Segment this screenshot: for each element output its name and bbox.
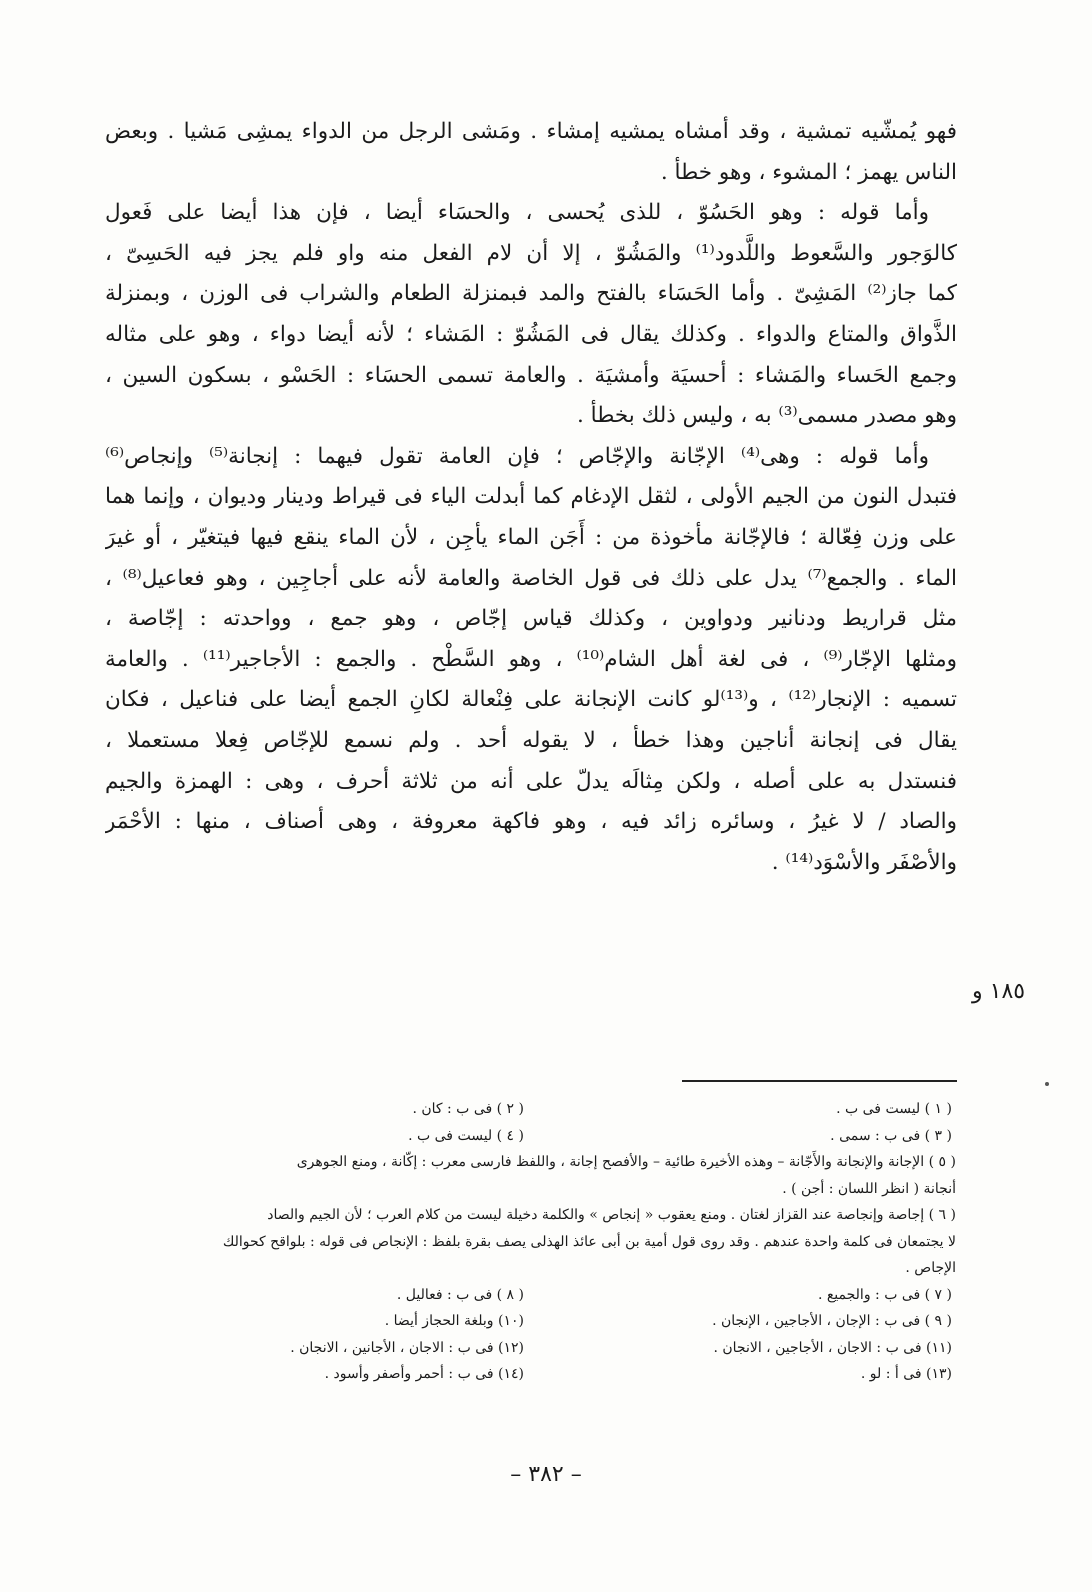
- manuscript-folio-marker: ١٨٥ و: [972, 979, 1026, 1004]
- text-line: وأما قوله : وهو الحَسُوّ ، للذى يُحسى ، والحسَاء أيضا ، فإن هذا أيضا على فَعول: [105, 200, 929, 226]
- text-line: الناس يهمز ؛ المشوء ، وهو خطأ .: [660, 159, 957, 185]
- footnote-continuation: الإجاص .: [905, 1260, 956, 1276]
- text-line: على وزن فِعّالة ؛ فالإجّانة مأخوذة من : أَجَن الماء يأجِن ، لأن الماء ينقع فيها فيتغيّر ، أو غيرَ: [105, 524, 957, 550]
- text-line: وجمع الحَساء والمَشاء : أحسيَة وأمشيَة . والعامة تسمى الحسَاء : الحَسْو ، بسكون السين ،: [105, 362, 957, 388]
- text-line: فتبدل النون من الجيم الأولى ، لثقل الإدغام كما أبدلت الياء فى قيراط ودينار وديوان ، وإنما هما: [105, 484, 957, 510]
- footnote-continuation: أنجانة ( انظر اللسان : أجن ) .: [782, 1180, 956, 1197]
- text-line: وأما قوله : وهى⁽⁴⁾ الإجّانة والإجّاص ؛ فإن العامة تقول فيهما : إنجانة⁽⁵⁾ وإنجاص⁽⁶⁾: [105, 443, 929, 469]
- text-line: فهو يُمشّيه تمشية ، وقد أمشاه يمشيه إمشاء . ومَشى الرجل من الدواء يمشِى مَشيا . وبعض: [105, 119, 957, 144]
- footnote: (١١) فى ب : الاجان ، الأجاجين ، الانجان .: [713, 1339, 952, 1356]
- main-text: [105, 112, 957, 883]
- text-line: فنستدل به على أصله ، ولكن مِثالَه يدلّ على أنه من ثلاثة أحرف ، وهى : الهمزة والجيم: [105, 768, 957, 794]
- footnote: (١٣) فى أ : لو .: [860, 1366, 952, 1382]
- text-line: وهو مصدر مسمى⁽³⁾ به ، وليس ذلك بخطأ .: [577, 403, 957, 429]
- footnote: ( ١ ) ليست فى ب .: [836, 1101, 952, 1117]
- footnote: (١٠) وبلغة الحجاز أيضا .: [384, 1313, 524, 1329]
- footnote-separator: [682, 1080, 957, 1082]
- text-line: كالوَجور والسَّعوط واللَّدود⁽¹⁾ والمَشُوّ ، إلا أن لام الفعل منه واو فلم يجز فيه الحَسِىّ ،: [105, 240, 957, 266]
- footnote: ( ٨ ) فى ب : فعاليل .: [396, 1286, 524, 1303]
- text-line: تسميه : الإنجار⁽¹²⁾ ، و⁽¹³⁾لو كانت الإنجانة على فِنْعالة لكانِ الجمع أيضا على فناعيل ، فكان: [105, 687, 957, 713]
- footnote: ( ٥ ) الإجانة والإنجانة والأَجّانة – وهذه الأخيرة طائية – والأفصح إجانة ، واللفظ فارسى معرب : إكّانة ، ومنع الجوهرى: [296, 1154, 956, 1170]
- footnote: (١٢) فى ب : الاجان ، الأجانين ، الانجان .: [290, 1339, 524, 1356]
- footnote: ( ٤ ) ليست فى ب .: [408, 1127, 524, 1144]
- text-line: كما جاز⁽²⁾ المَشِىّ . وأما الحَسَاء بالفتح والمد فبمنزلة الطعام والشراب فى الوزن ، وبمنزلة: [105, 281, 957, 307]
- footnote-row: [100, 1335, 956, 1362]
- footnote: ( ٣ ) فى ب : سمى .: [830, 1127, 952, 1144]
- footnote: (١٤) فى ب : أحمر وأصفر وأسود .: [324, 1366, 524, 1382]
- footnote-row: [100, 1123, 956, 1150]
- footnotes: [100, 1096, 956, 1388]
- text-line: الذَّواق والمتاع والدواء . وكذلك يقال فى المَشُوّ : المَشاء ؛ لأنه أيضا دواء ، وهو على مثاله: [105, 321, 957, 347]
- footnote-row: [100, 1308, 956, 1335]
- footnote-continuation: لا يجتمعان فى كلمة واحدة عندهم . وقد روى قول أمية بن أبى عائذ الهذلى يصف بقرة بلفظ : الإنجاص فى قوله : بلواقح كحوالك: [222, 1233, 956, 1250]
- text-line: الماء . والجمع⁽⁷⁾ يدل على ذلك فى قول الخاصة والعامة لأنه على أجاجِين ، وهو فعاعيل⁽⁸⁾ ،: [105, 565, 957, 591]
- text-line: ومثلها الإجّار⁽⁹⁾ ، فى لغة أهل الشام⁽¹⁰⁾ ، وهو السَّطْح . والجمع : الأجاجير⁽¹¹⁾ . والعامة: [105, 646, 957, 672]
- text-line: يقال فى إنجانة أناجين وهذا خطأ ، لا يقوله أحد . ولم نسمع للإجّاص فِعلا مستعملا ،: [105, 727, 957, 753]
- footnote-row: [100, 1361, 956, 1388]
- text-line: والأصْفَر والأسْوَد⁽¹⁴⁾ .: [771, 849, 957, 875]
- text-line: والصاد / لا غيرُ ، وسائره زائد فيه ، وهو فاكهة معروفة ، وهى أصناف ، منها : الأحْمَر: [105, 809, 957, 835]
- footnote: ( ٧ ) فى ب : والجميع .: [817, 1286, 952, 1303]
- footnote: ( ٩ ) فى ب : الإجان ، الأجاجين ، الإنجان .: [712, 1313, 952, 1329]
- footnote-row: [100, 1096, 956, 1123]
- text-line: مثل قراريط ودنانير ودواوين ، وكذلك قياس إجّاص ، وهو جمع ، وواحدته : إجّاصة ،: [105, 606, 957, 632]
- footnote: ( ٢ ) فى ب : كان .: [412, 1101, 524, 1117]
- print-speck: [1045, 1082, 1049, 1086]
- footnote-row: [100, 1282, 956, 1309]
- footnote: ( ٦ ) إجاصة وإنجاصة عند القزاز لغتان . ومنع يعقوب « إنجاص » والكلمة دخيلة ليست من كلام العرب ؛ لأن الجيم والصاد: [267, 1207, 956, 1223]
- page-number: – ٣٨٢ –: [510, 1462, 582, 1487]
